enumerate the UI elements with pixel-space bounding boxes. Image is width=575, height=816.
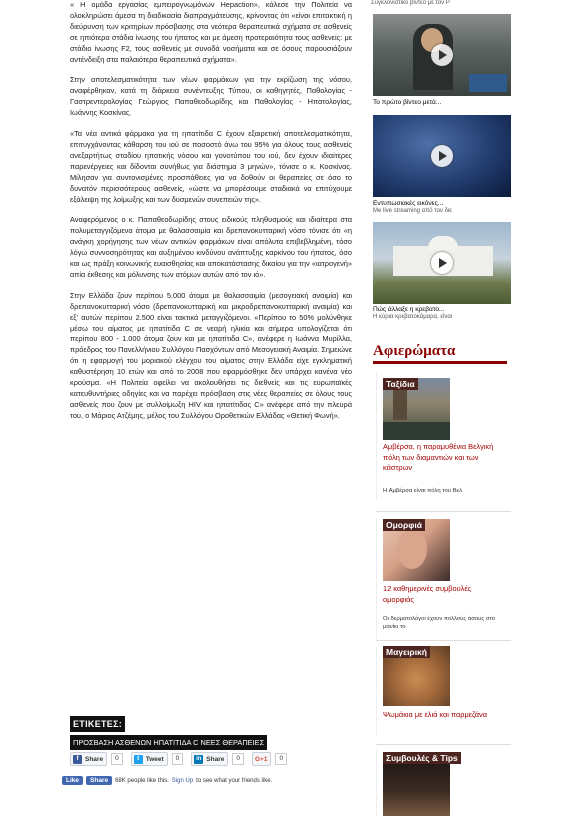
- video-thumbnail[interactable]: [373, 222, 511, 304]
- divider: [376, 640, 511, 641]
- face-shape: [397, 529, 427, 569]
- gplus-count: 0: [275, 753, 287, 765]
- category-article-link[interactable]: Αμβέρσα, η παραμυθένια Βελγική πόλη των διαμαντιών και των κάστρων: [383, 442, 494, 472]
- linkedin-share-count: 0: [232, 753, 244, 765]
- castle-tower: [393, 390, 407, 420]
- video-title[interactable]: Πώς άλλαξε η κρεβατο...: [373, 306, 445, 313]
- play-icon[interactable]: [431, 252, 453, 274]
- white-house-dome: [428, 236, 458, 250]
- facebook-share-button[interactable]: [70, 752, 107, 766]
- category-article-excerpt: Οι δερματολόγοι έχουν πολλούς άσους στο μανίκι το: [383, 616, 496, 630]
- tags-section: [70, 714, 353, 750]
- article-paragraph: Αναφερόμενος ο κ. Παπαθεοδωρίδης στους ειδικούς πληθυσμούς και ιδιαίτερα στα πολυμεταγγιζόμενα άτομα με θαλασσαιμία και δρεπανοκυτταρική νόσο τόνισε ότι «η ανάγκη χορήγησης των νέων αντικών φαρμάκων είναι απόλυτα επιβεβλημένη, τόσο λόγω συννοσηρότητας και αυξημένου κινδύνου ανάπτυξης καρκίνου του ήπατος, όσο και ως πράξη κοινωνικής ευαισθησίας και αποκατάστασης δικαίου για την «ιατρογενή» απία έκθεσης και μόλυνσης των ατόμων αυτών από τον ιό».: [70, 215, 352, 279]
- linkedin-share-label: Share: [206, 755, 225, 763]
- water-reflection: [383, 422, 450, 440]
- section-title: Αφιερώματα: [373, 343, 507, 364]
- video-title[interactable]: Εντυπωσιακές εικόνες...: [373, 200, 444, 207]
- category-card-travel[interactable]: [376, 372, 512, 500]
- facebook-icon: f: [73, 755, 82, 764]
- gplus-button[interactable]: [252, 752, 271, 766]
- category-badge[interactable]: Ταξίδια: [383, 378, 418, 390]
- facebook-share-small-button[interactable]: Share: [86, 776, 112, 785]
- play-icon[interactable]: [431, 44, 453, 66]
- video-title[interactable]: Το πρώτο βίντεο μετά...: [373, 99, 442, 106]
- category-card-cooking[interactable]: [376, 646, 512, 736]
- video-thumbnail[interactable]: [373, 115, 511, 197]
- facebook-share-count: 0: [111, 753, 123, 765]
- article-paragraph: «Τα νέα αντικά φάρμακα για τη ηπατίτιδα C έχουν εξαιρετική αποτελεσματικότητα, επιτυγχάνοντας κάθαρση του ιού σε ποσοστό άνω του 95% για όλους τους ασθενείς ανεξαρτήτως σταδίου ηπατικής νόσου και γονοτύπου του ιού, δεν έχουν ιδιαίτερες παρενέργειες και δίδονται συνήθως για διάστημα 3 μηνών», τόνισε ο κ. Κοσκίνας. Μίλησαν για συντονισμένες προσπάθειες για να δοθούν οι θεραπείες σε όσο το δυνατόν περισσότερους ασθενείς, «ώστε να μπορέσουμε σταδιακά να επιτύχουμε εξάλειψη της λοίμωξης και των δυσμενών συνεπειών της».: [70, 129, 352, 204]
- divider: [376, 511, 511, 512]
- facebook-share-label: Share: [85, 755, 104, 763]
- gplus-label: G+1: [254, 755, 268, 763]
- facebook-like-count-text: 68K people like this.: [115, 777, 169, 784]
- tags-label: ΕΤΙΚΕΤΕΣ:: [70, 716, 125, 732]
- article-paragraph: Στην αποτελεσματικότητα των νέων φαρμάκων για την εκρίζωση της νόσου, αναφέρθηκαν, κατά τη διάρκεια συνέντευξης Τύπου, οι καθηγητές, Παθολογίας - Γαστρεντερολογίας Γεώργιος Παπαθεοδωρίδης και Παθολογίας - Ηπατολογίας, Ιωάννης Κοσκίνας.: [70, 75, 352, 118]
- video-thumbnail[interactable]: [373, 14, 511, 96]
- twitter-bird-icon: t: [134, 755, 143, 764]
- video-subtitle: Me live streaming από τον διε: [373, 208, 452, 214]
- category-article-excerpt: Η Αμβέρσα είναι πόλη του Βελ: [383, 488, 463, 494]
- article-paragraph: Στην Ελλάδα ζουν περίπου 5.000 άτομα με θαλασσαιμία (μεσογειακή αναιμία) και δρεπανοκυτταρική νόσο (δρεπανοκυτταρική και μικροδρεπανοκυτταρική αναιμία) και εξ' αυτών περίπου 2.500 είναι τακτικά μεταγγιζόμενοι. «Περίπου το 50% μολύνθηκε μέσω του αίματος με ηπατίτιδα C σε νεαρή ηλικία και σήμερα υπολογίζεται ότι περίπου 800 - 1.000 άτομα ζουν και με ηπατίτιδα C», ανέφερε η Ιωάννα Μυρίλλα, πρόεδρος του Πανελλήνιου Συλλόγου Πασχόντων από Μεσογειακή Αναιμία. Σημειώνε ότι η εφαρμογή του μοριακού ελέγχου του αίματος στην Ελλάδα είχε εγκληματική καθυστέρηση 10 ετών και από το 2008 που εφαρμόσθηκε δεν υπάρχει κανένα νέο κρούσμα. «Η Πολιτεία οφείλει να ακολουθήσει τις διεθνείς και τις ευρωπαϊκές κατευθυντήριες οδηγίες και να παρέχει πρόσβαση στις νέες θεραπείες σε όλους τους ασθενείς που ζουν με συλλοίμωξη HIV και ηπατίτιδας C» ανέφερε από την πλευρά του, ο Μάριος Ατζέμης, μέλος του Συλλόγου Οροθετικών Ελλάδας «Θετική Φωνή».: [70, 290, 352, 420]
- facebook-like-suffix: to see what your friends like.: [196, 777, 273, 784]
- tag-link[interactable]: ΠΡΟΣΒΑΣΗ ΑΣΘΕΝΩΝ ΗΠΑΤΙΤΙΔΑ C ΝΕΕΣ ΘΕΡΑΠΕΙΕΣ: [70, 735, 267, 750]
- divider: [376, 744, 511, 745]
- share-bar: [70, 752, 287, 766]
- category-badge[interactable]: Συμβουλές & Tips: [383, 752, 461, 764]
- video-caption-top: Συγκλονιστικό βίντεο με τον Ρ: [371, 0, 450, 6]
- facebook-signup-link[interactable]: Sign Up: [171, 777, 194, 784]
- article-body: [70, 0, 352, 432]
- video-overlay-box: [469, 74, 507, 92]
- category-badge[interactable]: Ομορφιά: [383, 519, 425, 531]
- article-paragraph: « Η ομάδα εργασίας εμπειρογνωμόνων Hepaction», κάλεσε την Πολιτεία να ολοκληρώσει άμεσα τη διαδικασία διαπραγμάτευσης, κρίνοντας ότι «είναι επιτακτική η διεύρυνση των κριτηρίων πρόσβασης στα νεότερα θεραπευτικά σχήματα σε ασθενείς σε ηπιότερα στάδια ίνωσης του ήπατος και με άμεση προτεραιότητα τους ασθενείς: με στάδιο ίνωσης F2, τους ασθενείς με συνοδά νοσήματα και σε όσους παρουσιάζουν αντένδειξη στα παλαιότερα θεραπευτικά σχήματα».: [70, 0, 352, 64]
- linkedin-icon: in: [196, 755, 202, 762]
- video-subtitle: Η κύρια κρεβατοκάμαρα, είναι: [373, 314, 453, 320]
- play-icon[interactable]: [431, 145, 453, 167]
- category-article-link[interactable]: 12 καθημερινές συμβουλές ομορφιάς: [383, 584, 472, 604]
- category-card-beauty[interactable]: [376, 518, 512, 640]
- tweet-button[interactable]: [131, 752, 168, 766]
- category-card-tips[interactable]: [376, 750, 512, 816]
- facebook-like-bar: [62, 776, 272, 785]
- facebook-like-button[interactable]: Like: [62, 776, 83, 785]
- linkedin-share-button[interactable]: [191, 752, 228, 766]
- category-badge[interactable]: Μαγειρική: [383, 646, 430, 658]
- tweet-label: Tweet: [145, 755, 164, 763]
- tweet-count: 0: [172, 753, 184, 765]
- category-article-link[interactable]: Ψωμάκια με ελιά και παρμεζάνα: [383, 710, 488, 719]
